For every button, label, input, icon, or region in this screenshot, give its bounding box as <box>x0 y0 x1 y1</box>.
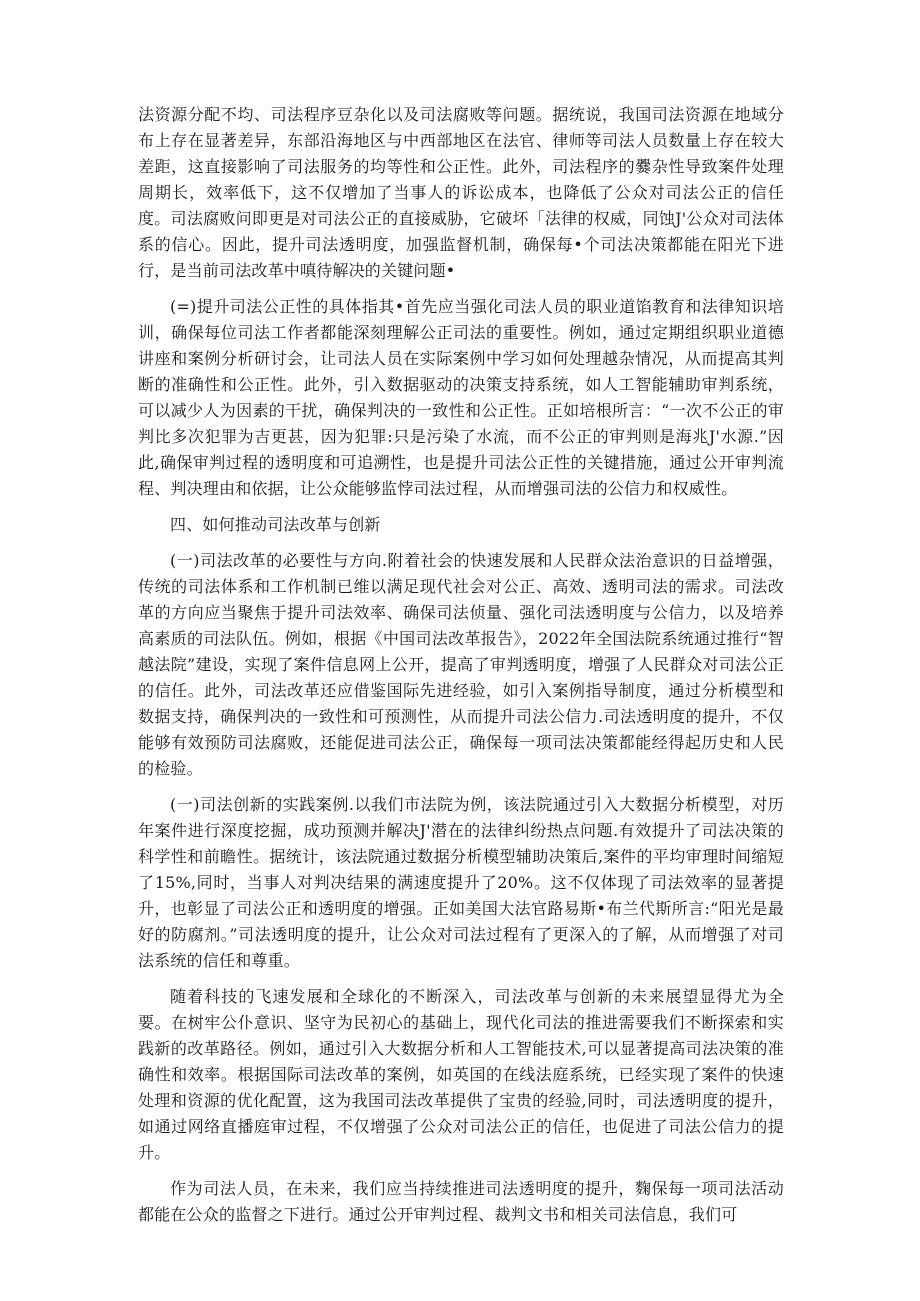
paragraph-innovation-case: (一)司法创新的实践案例.以我们市法院为例，该法院通过引入大数据分析模型，对历年案件进行深度挖掘，成功预测并解决J'潜在的法律纠纷热点问题.有效提升了司法决策的科学性和前瞻性。据统计，该法院通过数据分析模型辅助决策后,案件的平均审理时间缩短了15%,同时，当事人对判决结果的满速度提升了20%。这不仅体现了司法效率的显著提升，也彰显了司法公正和透明度的增强。正如美国大法官路易斯•布兰代斯所言:“阳光是最好的防腐剂。”司法透明度的提升，让公众对司法过程有了更深入的了解，从而增强了对司法系统的信任和尊重。 <box>138 795 784 970</box>
paragraph-judicial-fairness-measures: (=)提升司法公正性的具体指其•首先应当强化司法人员的职业道馅教育和法律知识培训，确保每位司法工作者都能深刻理解公正司法的重要性。例如，通过定期组织职业道德讲座和案例分析研讨会，让司法人员在实际案例中学习如何处理越杂情况，从而提高其判断的准确性和公正性。此外，引入数据驱动的决策支持系统，如人工智能辅助审判系统，可以减少人为因素的干扰，确保判决的一致性和公正性。正如培根所言：“一次不公正的审判比多次犯罪为吉更甚，因为犯罪:只是污染了水流，而不公正的审判则是海兆J'水源.”因此,确保审判过程的透明度和可追溯性，也是提升司法公正性的关键措施，通过公开审判流程、判决理由和依据，让公众能够监悖司法过程，从而增强司法的公信力和权威性。 <box>138 297 784 498</box>
paragraph-reform-necessity: (一)司法改革的必要性与方向.附着社会的快速发展和人民群众法治意识的日益增强，传统的司法体系和工作机制已维以满足现代社会对公正、高效、透明司法的需求。司法改革的方向应当聚焦于提升司法效率、确保司法侦量、强化司法透明度与公信力，以及培养高素质的司法队伍。例如，根据《中国司法改革报告》，2022年全国法院系统通过推行“智越法院”建设，实现了案件信息网上公开，提高了审判透明度，增强了人民群众对司法公正的信任。此外，司法改革还应借鉴国际先进经验，如引入案例指导制度，通过分析模型和数据支持，确保判决的一致性和可预测性，从而提升司法公信力.司法透明度的提升，不仅能够有效预防司法腐败，还能促进司法公正，确保每一项司法决策都能经得起历史和人民的检验。 <box>138 551 784 778</box>
document-body <box>138 102 784 1238</box>
paragraph-judicial-issues: 法资源分配不均、司法程序豆杂化以及司法腐败等问题。据统说，我国司法资源在地域分布上存在显著差异，东部沿海地区与中西部地区在法官、律师等司法人员数量上存在较大差距，这直接影响了司法服务的均等性和公正性。此外，司法程序的爨杂性导致案件处理周期长，效率低下，这不仅增加了当事人的诉讼成本，也降低了公众对司法公正的信任度。司法腐败问即更是对司法公正的直接威胁，它破坏「法律的权威，同蚀J'公众对司法体系的信心。因此，提升司法透明度，加强监督机制，确保每•个司法决策都能在阳光下进行，是当前司法改革中嗔待解决的关键问题• <box>138 105 784 280</box>
paragraph-judicial-personnel: 作为司法人员，在未来，我们应当持续推进司法透明度的提升，麴保每一项司法活动都能在公众的监督之下进行。通过公开审判过程、裁判文书和相关司法信息，我们可 <box>138 1179 784 1224</box>
section-heading-reform-innovation: 四、如何推动司法改革与创新 <box>170 515 381 534</box>
paragraph-future-outlook: 随着科技的飞速发展和全球化的不断深入，司法改革与创新的未来展望显得尤为全要。在树牢公仆意识、坚守为民初心的基础上，现代化司法的推进需要我们不断探索和实践新的改革路径。例如，通过引入大数据分析和人工智能技术,可以显著提高司法决策的准确性和效率。根据国际司法改革的案例，如英国的在线法庭系统，已经实现了案件的快速处理和资源的优化配置，这为我国司法改革提供了宝贵的经验,同时，司法透明度的提升，如通过网络直播庭审过程，不仅增强了公众对司法公正的信任，也促进了司法公信力的提升。 <box>138 987 784 1162</box>
